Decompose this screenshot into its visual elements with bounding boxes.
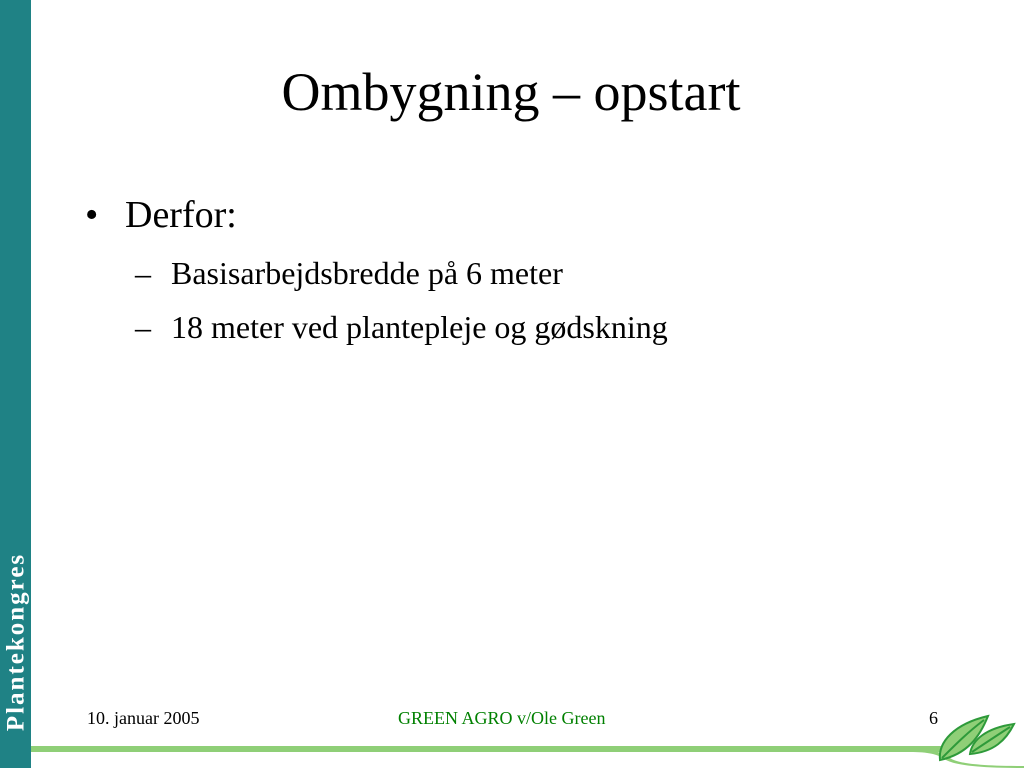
footer-divider [31, 746, 941, 752]
bullet-text: Derfor: [125, 194, 237, 236]
sidebar-brand [0, 522, 31, 762]
sub-bullet-text: 18 meter ved plantepleje og gødskning [171, 309, 668, 345]
footer-center-text: GREEN AGRO v/Ole Green [398, 708, 606, 728]
bullet-item [85, 190, 985, 240]
bullet-symbol: • [85, 194, 99, 236]
sidebar-brand-text: Plantekongres [2, 552, 30, 732]
sub-bullet-item [135, 252, 985, 294]
footer-page-number: 6 [929, 708, 938, 728]
footer-date: 10. januar 2005 [87, 708, 200, 728]
sub-bullet-symbol: – [135, 309, 151, 345]
slide-content [85, 190, 985, 348]
sub-bullet-symbol: – [135, 255, 151, 291]
leaf-icon [910, 706, 1024, 768]
sub-bullet-item [135, 306, 985, 348]
sidebar-band [0, 0, 31, 768]
sub-bullet-text: Basisarbejdsbredde på 6 meter [171, 255, 563, 291]
slide-title: Ombygning – opstart [281, 62, 741, 122]
